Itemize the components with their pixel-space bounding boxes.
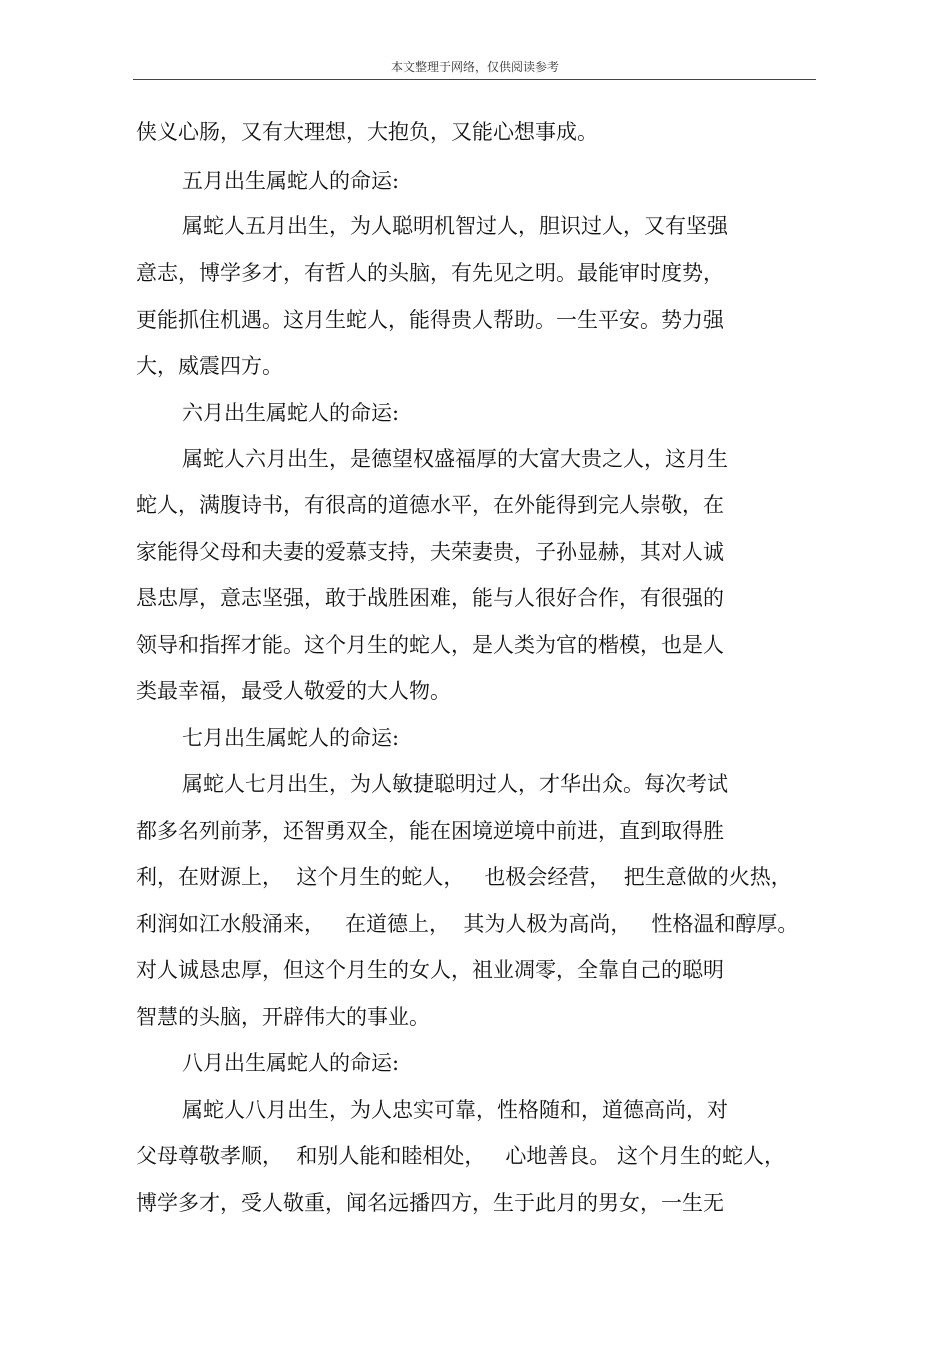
text-line: 对人诚恳忠厚，但这个月生的女人，祖业凋零，全靠自己的聪明	[136, 958, 724, 982]
text-line: 智慧的头脑，开辟伟大的事业。	[136, 1005, 430, 1029]
text-line: 恳忠厚，意志坚强，敢于战胜困难，能与人很好合作，有很强的	[136, 586, 724, 610]
text-line: 领导和指挥才能。这个月生的蛇人，是人类为官的楷模，也是人	[136, 633, 724, 657]
text-line: 家能得父母和夫妻的爱慕支持，夫荣妻贵，子孙显赫，其对人诚	[136, 540, 724, 564]
text-line: 利润如江水般涌来， 在道德上， 其为人极为高尚， 性格温和醇厚。	[136, 912, 799, 936]
header-text: 本文整理于网络，仅供阅读参考	[390, 60, 559, 74]
section-heading: 八月出生属蛇人的命运:	[182, 1051, 400, 1075]
text-line: 利，在财源上， 这个月生的蛇人， 也极会经营， 把生意做的火热，	[136, 865, 792, 889]
text-line: 属蛇人八月出生，为人忠实可靠，性格随和，道德高尚，对	[182, 1098, 728, 1122]
section-heading: 六月出生属蛇人的命运:	[182, 401, 400, 425]
section-heading: 七月出生属蛇人的命运:	[182, 726, 400, 750]
text-line: 属蛇人七月出生，为人敏捷聪明过人，才华出众。每次考试	[182, 772, 728, 796]
text-line: 属蛇人五月出生，为人聪明机智过人，胆识过人，又有坚强	[182, 214, 728, 238]
text-line: 蛇人，满腹诗书，有很高的道德水平，在外能得到完人崇敬，在	[136, 493, 724, 517]
text-line: 博学多才，受人敬重，闻名远播四方，生于此月的男女，一生无	[136, 1191, 724, 1215]
text-line: 都多名列前茅，还智勇双全，能在困境逆境中前进，直到取得胜	[136, 819, 724, 843]
text-line: 更能抓住机遇。这月生蛇人，能得贵人帮助。一生平安。势力强	[136, 308, 724, 332]
text-line: 意志，博学多才，有哲人的头脑，有先见之明。最能审时度势，	[136, 261, 724, 285]
text-line: 侠义心肠，又有大理想，大抱负，又能心想事成。	[136, 120, 598, 144]
text-line: 类最幸福，最受人敬爱的大人物。	[136, 679, 451, 703]
text-line: 属蛇人六月出生，是德望权盛福厚的大富大贵之人，这月生	[182, 447, 728, 471]
section-heading: 五月出生属蛇人的命运:	[182, 169, 400, 193]
text-line: 父母尊敬孝顺， 和别人能和睦相处， 心地善良。 这个月生的蛇人，	[136, 1144, 786, 1168]
text-line: 大，威震四方。	[136, 354, 283, 378]
header-rule	[133, 79, 816, 80]
